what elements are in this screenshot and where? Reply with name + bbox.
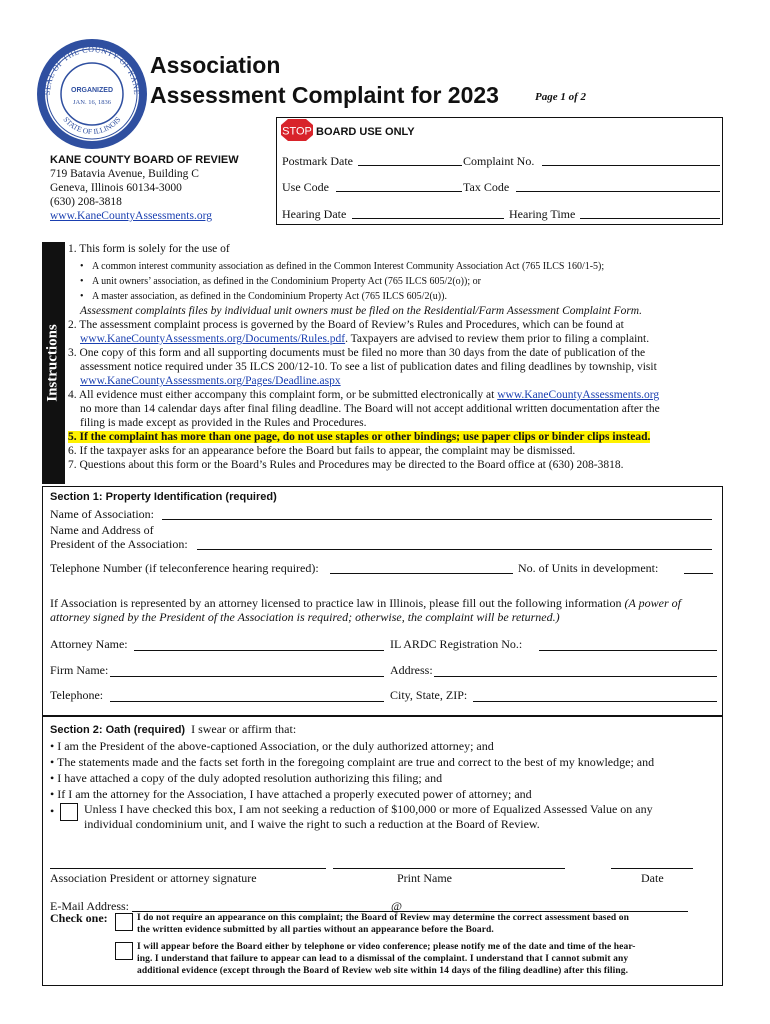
oath-list — [50, 738, 720, 802]
address-label: Address: — [390, 663, 433, 677]
address-line-2: Geneva, Illinois 60134-3000 — [50, 182, 182, 194]
no-appearance-text-1: I do not require an appearance on this complaint; the Board of Review may determine the correct assessment based on — [137, 913, 630, 923]
will-appear-text-3: additional evidence (except through the Board of Review web site within 14 days of the filing deadline) after this filing. — [137, 966, 629, 976]
attorney-name-label: Attorney Name: — [50, 637, 128, 651]
rules-link[interactable]: www.KaneCountyAssessments.org/Documents/Rules.pdf — [80, 333, 346, 345]
complaint-no-field[interactable] — [542, 165, 720, 166]
attorney-note — [50, 596, 722, 624]
units-label: No. of Units in development: — [518, 561, 659, 575]
city-state-zip-label: City, State, ZIP: — [390, 688, 468, 702]
will-appear-option — [137, 941, 717, 977]
instructions-list — [68, 242, 728, 472]
instruction-bullet-2: • A unit owners’ association, as defined in the Condominium Property Act (765 ILCS 605/2(o)); or — [68, 274, 728, 289]
svg-text:STATE OF ILLINOIS: STATE OF ILLINOIS — [61, 115, 123, 137]
association-name-field[interactable] — [162, 519, 712, 520]
hearing-time-field[interactable] — [580, 218, 720, 219]
instruction-5-highlight: 5. If the complaint has more than one page, do not use staples or other bindings; use paper clips or binder clips instead. — [68, 431, 651, 443]
oath-item-5 — [84, 802, 714, 832]
date-label: Date — [641, 871, 664, 885]
svg-text:SEAL OF THE COUNTY OF KANE: SEAL OF THE COUNTY OF KANE — [42, 44, 142, 96]
page-indicator: Page 1 of 2 — [535, 91, 587, 103]
instruction-3-text: 3. One copy of this form and all supporting documents must be filed no more than 30 days from the date of publication of the — [68, 347, 646, 359]
telephone-field[interactable] — [110, 701, 384, 702]
ardc-label: IL ARDC Registration No.: — [390, 637, 523, 651]
instruction-2-tail: . Taxpayers are advised to review them prior to filing a complaint. — [345, 333, 650, 345]
instruction-4-text-3: filing is made except as provided in the Rules and Procedures. — [80, 417, 367, 429]
signature-field[interactable] — [50, 868, 326, 869]
instruction-bullet-3: • A master association, as defined in the Condominium Property Act (765 ILCS 605/2(u)). — [68, 289, 728, 304]
instructions-tab — [42, 242, 64, 484]
signature-label: Association President or attorney signature — [50, 871, 257, 885]
instruction-6: 6. If the taxpayer asks for an appearance before the Board but fails to appear, the complaint may be dismissed. — [68, 445, 576, 457]
use-code-field[interactable] — [336, 191, 462, 192]
president-label-2: President of the Association: — [50, 537, 188, 551]
telephone-number-label: Telephone Number (if teleconference hearing required): — [50, 561, 319, 575]
tax-code-label: Tax Code — [463, 180, 510, 194]
board-use-only-label: BOARD USE ONLY — [316, 126, 415, 138]
section-2-header: Section 2: Oath (required) — [50, 724, 186, 736]
hearing-date-label: Hearing Date — [282, 207, 347, 221]
hearing-date-field[interactable] — [352, 218, 504, 219]
address-line-1: 719 Batavia Avenue, Building C — [50, 168, 199, 180]
title-line-2: Assessment Complaint for 2023 — [150, 82, 499, 108]
city-state-zip-field[interactable] — [473, 701, 717, 702]
postmark-date-label: Postmark Date — [282, 154, 353, 168]
oath-item-5-text-1: Unless I have checked this box, I am not seeking a reduction of $100,000 or more of Equalized Assessed Value on any — [84, 802, 653, 816]
units-field[interactable] — [684, 573, 713, 574]
attorney-note-italic: (A power of attorney signed by the President of the Association is required; otherwise, the complaint will be returned.) — [50, 596, 681, 624]
oath-item-4: • If I am the attorney for the Association, I have attached a properly executed power of attorney; and — [50, 787, 532, 801]
address-field[interactable] — [434, 676, 717, 677]
contact-phone: (630) 208-3818 — [50, 196, 122, 208]
print-name-field[interactable] — [333, 868, 565, 869]
postmark-date-field[interactable] — [358, 165, 462, 166]
will-appear-checkbox[interactable] — [115, 942, 133, 960]
oath-item-5-bullet: • — [50, 804, 55, 818]
instruction-4 — [68, 388, 728, 430]
website-link[interactable]: www.KaneCountyAssessments.org — [50, 210, 212, 222]
instruction-note: Assessment complaints files by individual unit owners must be filed on the Residential/Farm Assessment Complaint Form. — [80, 305, 642, 317]
oath-item-5-text-2: individual condominium unit, and I waive the right to such a reduction at the Board of Review. — [84, 817, 540, 831]
title-line-1: Association — [150, 52, 281, 78]
evidence-link[interactable]: www.KaneCountyAssessments.org — [497, 389, 660, 401]
svg-text:ORGANIZED: ORGANIZED — [71, 87, 113, 94]
attorney-name-field[interactable] — [134, 650, 384, 651]
check-one-label: Check one: — [50, 911, 108, 925]
stop-sign-icon — [281, 119, 313, 141]
will-appear-text-1: I will appear before the Board either by telephone or video conference; please notify me of the date and time of the hear- — [137, 942, 636, 952]
reduction-checkbox[interactable] — [60, 803, 78, 821]
deadline-link[interactable]: www.KaneCountyAssessments.org/Pages/Deadline.aspx — [80, 375, 341, 387]
oath-item-3: • I have attached a copy of the duly adopted resolution authorizing this filing; and — [50, 771, 443, 785]
instruction-3-text-2: assessment notice required under 35 ILCS 200/12-10. To see a list of publication dates and filing deadlines by township, visit — [80, 361, 657, 373]
svg-text:STOP: STOP — [282, 125, 312, 138]
telephone-number-field[interactable] — [330, 573, 513, 574]
telephone-label: Telephone: — [50, 688, 104, 702]
county-seal-logo — [36, 38, 148, 150]
section-2-intro: I swear or affirm that: — [191, 722, 297, 736]
will-appear-text-2: ing. I understand that failure to appear can lead to a dismissal of the complaint. I understand that I cannot submit any — [137, 954, 629, 964]
no-appearance-option — [137, 912, 717, 936]
instructions-divider — [64, 242, 65, 484]
section-2-heading — [50, 722, 296, 737]
association-name-label: Name of Association: — [50, 507, 154, 521]
complaint-no-label: Complaint No. — [463, 154, 535, 168]
use-code-label: Use Code — [282, 180, 329, 194]
no-appearance-checkbox[interactable] — [115, 913, 133, 931]
firm-name-field[interactable] — [110, 676, 384, 677]
president-name-address-field[interactable] — [197, 549, 712, 550]
contact-block — [50, 153, 239, 223]
instruction-2 — [68, 318, 728, 346]
instruction-2-text: 2. The assessment complaint process is governed by the Board of Review’s Rules and Procedures, which can be found at — [68, 319, 624, 331]
print-name-label: Print Name — [397, 871, 452, 885]
instruction-1: 1. This form is solely for the use of — [68, 243, 230, 255]
instruction-4-text-2: no more than 14 calendar days after final filing deadline. The Board will not accept additional written documentation after the — [80, 403, 660, 415]
instruction-4-text: 4. All evidence must either accompany this complaint form, or be submitted electronically at — [68, 389, 498, 401]
no-appearance-text-2: the written evidence submitted by all parties without an appearance before the Board. — [137, 925, 494, 935]
oath-item-2: • The statements made and the facts set forth in the foregoing complaint are true and correct to the best of my knowledge; and — [50, 755, 655, 769]
email-label: E-Mail Address: — [50, 899, 129, 913]
president-label-1: Name and Address of — [50, 523, 154, 537]
instruction-3 — [68, 346, 728, 388]
instructions-tab-label: Instructions — [44, 324, 61, 402]
date-field[interactable] — [611, 868, 693, 869]
email-at-sign: @ — [391, 899, 403, 913]
instruction-bullet-1: • A common interest community association as defined in the Common Interest Community Association Act (765 ILCS 160/1-5); — [68, 259, 728, 274]
firm-name-label: Firm Name: — [50, 663, 109, 677]
attorney-note-text: If Association is represented by an attorney licensed to practice law in Illinois, please fill out the following information — [50, 596, 622, 610]
ardc-field[interactable] — [539, 650, 717, 651]
board-name: KANE COUNTY BOARD OF REVIEW — [50, 154, 239, 166]
svg-text:JAN. 16, 1836: JAN. 16, 1836 — [73, 99, 111, 106]
hearing-time-label: Hearing Time — [509, 207, 576, 221]
section-1-header: Section 1: Property Identification (required) — [50, 491, 277, 503]
tax-code-field[interactable] — [516, 191, 720, 192]
instruction-7: 7. Questions about this form or the Board’s Rules and Procedures may be directed to the Board office at (630) 208-3818. — [68, 459, 624, 471]
oath-item-1: • I am the President of the above-captioned Association, or the duly authorized attorney; and — [50, 739, 494, 753]
